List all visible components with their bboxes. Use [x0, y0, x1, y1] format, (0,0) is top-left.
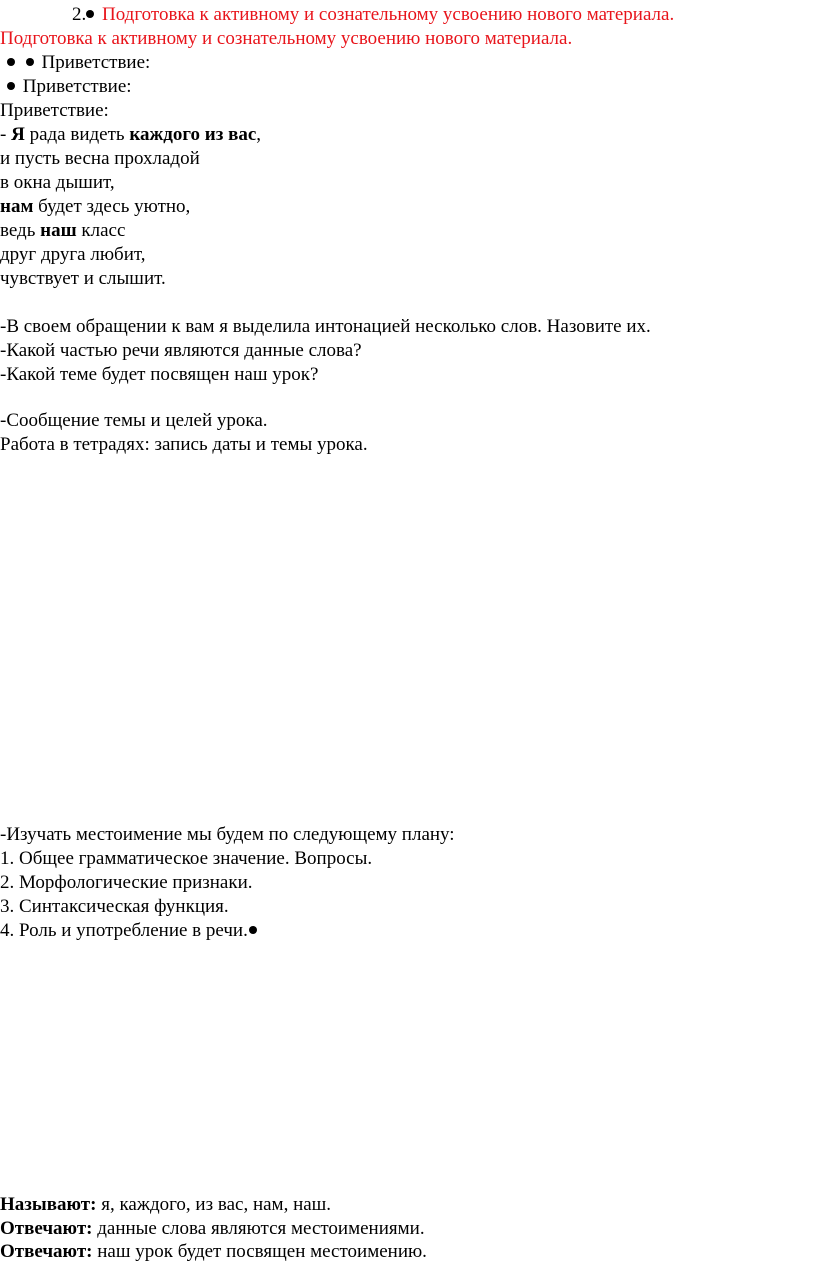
notebook-instruction: Работа в тетрадях: запись даты и темы урока.: [0, 434, 368, 455]
question-line: -Какой частью речи являются данные слова?: [0, 340, 362, 361]
poem-emphasis: каждого из вас: [129, 124, 257, 145]
section-title-repeat: Подготовка к активному и сознательному усвоению нового материала.: [0, 28, 573, 49]
plan-item: 2. Морфологические признаки.: [0, 872, 253, 893]
bullet-icon: [86, 10, 94, 18]
answer-text: наш урок будет посвящен местоимению.: [92, 1241, 427, 1262]
poem-line: и пусть весна прохладой: [0, 148, 200, 169]
plan-item: 3. Синтаксическая функция.: [0, 896, 229, 917]
poem-emphasis: нам: [0, 196, 34, 217]
poem-text: ведь: [0, 220, 41, 241]
plan-item: 1. Общее грамматическое значение. Вопросы.: [0, 848, 373, 869]
poem-emphasis: Я: [11, 124, 25, 145]
answer-line: [0, 1217, 425, 1241]
answer-line: [0, 1240, 427, 1264]
plan-item-last: [0, 919, 260, 943]
bullet-icon: [249, 926, 257, 934]
poem-text: будет здесь уютно,: [33, 196, 191, 217]
answer-label: Отвечают:: [0, 1241, 93, 1262]
greeting-line-3: Приветствие:: [0, 100, 109, 121]
greeting-line-2: [4, 75, 132, 99]
question-line: -В своем обращении к вам я выделила интонацией несколько слов. Назовите их.: [0, 316, 651, 337]
greeting-label: Приветствие:: [41, 52, 151, 73]
poem-line: [0, 195, 190, 219]
plan-intro: -Изучать местоимение мы будем по следующему плану:: [0, 824, 455, 845]
plan-item: 4. Роль и употребление в речи.: [0, 920, 248, 941]
answer-text: данные слова являются местоимениями.: [92, 1218, 425, 1239]
question-line: -Какой теме будет посвящен наш урок?: [0, 364, 319, 385]
answer-label: Отвечают:: [0, 1218, 93, 1239]
section-number: 2.: [72, 4, 87, 25]
poem-text: класс: [76, 220, 126, 241]
poem-text: -: [0, 124, 12, 145]
section-heading: [72, 3, 674, 27]
answer-line: [0, 1193, 331, 1217]
answer-label: Называют:: [0, 1194, 97, 1215]
poem-line: чувствует и слышит.: [0, 268, 166, 289]
answer-text: я, каждого, из вас, нам, наш.: [96, 1194, 332, 1215]
greeting-label: Приветствие:: [22, 76, 132, 97]
poem-line: в окна дышит,: [0, 172, 115, 193]
poem-line: друг друга любит,: [0, 244, 146, 265]
topic-announcement: -Сообщение темы и целей урока.: [0, 410, 268, 431]
bullet-icon: [7, 58, 15, 66]
poem-text: ,: [256, 124, 262, 145]
greeting-line-1: [4, 51, 150, 75]
poem-line: [0, 219, 125, 243]
poem-emphasis: наш: [40, 220, 77, 241]
poem-text: рада видеть: [24, 124, 130, 145]
bullet-icon: [7, 82, 15, 90]
bullet-icon: [26, 58, 34, 66]
section-title: Подготовка к активному и сознательному усвоению нового материала.: [102, 4, 675, 25]
poem-line: [0, 123, 261, 147]
